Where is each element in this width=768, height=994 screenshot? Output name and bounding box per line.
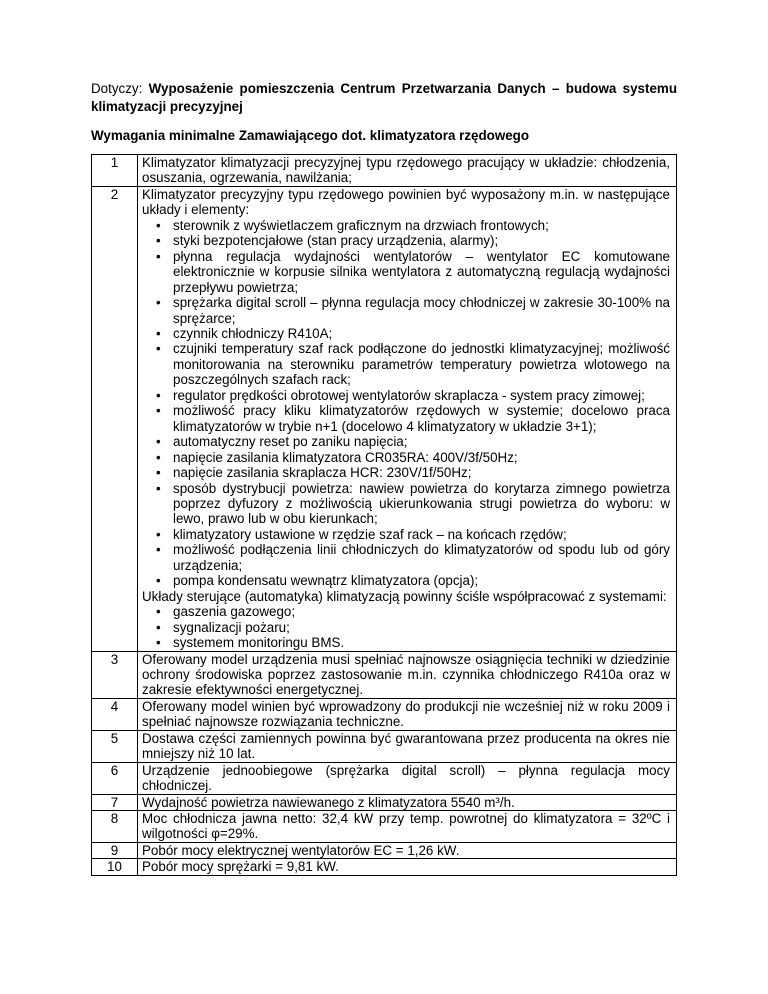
row-number: 9 — [92, 842, 138, 858]
row-text: Oferowany model urządzenia musi spełniać najnowsze osiągnięcia techniki w dziedzinie ochrony środowiska poprzez zastosowanie m.in. czynnika chłodniczego R410a oraz w zakresie efektywności energetycznej. — [138, 651, 677, 698]
list-item: • możliwość pracy kliku klimatyzatorów rzędowych w systemie; docelowo praca klimatyzatorów w trybie n+1 (docelowo 4 klimatyzatory w układzie 3+1); — [142, 403, 670, 434]
list-item: • napięcie zasilania skraplacza HCR: 230V/1f/50Hz; — [142, 465, 670, 480]
bullet-list — [142, 218, 670, 589]
list-item: • pompa kondensatu wewnątrz klimatyzatora (opcja); — [142, 573, 670, 588]
row-text: Dostawa części zamiennych powinna być gwarantowana przez producenta na okres nie mniejszy niż 10 lat. — [138, 730, 677, 762]
row-intro-2: Układy sterujące (automatyka) klimatyzacją powinny ściśle współpracować z systemami: — [142, 588, 667, 604]
row-number: 7 — [92, 794, 138, 810]
list-item: • czujniki temperatury szaf rack podłączone do jednostki klimatyzacyjnej; możliwość monitorowania na sterowniku parametrów temperatury powietrza wlotowego na poszczególnych szafach rack; — [142, 341, 670, 387]
list-item: • automatyczny reset po zaniku napięcia; — [142, 434, 670, 449]
table-row — [92, 859, 677, 875]
row-text: Moc chłodnicza jawna netto: 32,4 kW przy temp. powrotnej do klimatyzatora = 32ºC i wilgotności φ=29%. — [138, 811, 677, 843]
table-row — [92, 186, 677, 651]
table-row — [92, 730, 677, 762]
list-item: • sprężarka digital scroll – płynna regulacja mocy chłodniczej w zakresie 30-100% na sprężarce; — [142, 295, 670, 326]
list-item: • płynna regulacja wydajności wentylatorów – wentylator EC komutowane elektronicznie w korpusie silnika wentylatora z automatyczną regulacją wydajności przepływu powietrza; — [142, 249, 670, 295]
subject-title: Wyposażenie pomieszczenia Centrum Przetwarzania Danych – budowa systemu klimatyzacji precyzyjnej — [91, 81, 677, 114]
row-text: Urządzenie jednoobiegowe (sprężarka digital scroll) – płynna regulacja mocy chłodniczej. — [138, 762, 677, 794]
row-number: 5 — [92, 730, 138, 762]
row-number: 2 — [92, 186, 138, 651]
row-text: Pobór mocy sprężarki = 9,81 kW. — [138, 859, 677, 875]
row-number: 10 — [92, 859, 138, 875]
subject-prefix: Dotyczy: — [91, 81, 149, 96]
row-number: 3 — [92, 651, 138, 698]
section-heading: Wymagania minimalne Zamawiającego dot. klimatyzatora rzędowego — [91, 128, 530, 143]
row-text: Pobór mocy elektrycznej wentylatorów EC = 1,26 kW. — [138, 842, 677, 858]
row-number: 4 — [92, 698, 138, 730]
table-row — [92, 811, 677, 843]
row-text — [138, 186, 677, 651]
row-number: 8 — [92, 811, 138, 843]
list-item: • sposób dystrybucji powietrza: nawiew powietrza do korytarza zimnego powietrza poprzez dyfuzory z możliwością ukierunkowania strugi powietrza do wyboru: w lewo, prawo lub w obu kierunkach; — [142, 481, 670, 527]
row-number: 1 — [92, 155, 138, 187]
list-item: • styki bezpotencjałowe (stan pracy urządzenia, alarmy); — [142, 233, 670, 248]
list-item: • systemem monitoringu BMS. — [142, 635, 670, 650]
table-row — [92, 698, 677, 730]
list-item: • napięcie zasilania klimatyzatora CR035RA: 400V/3f/50Hz; — [142, 450, 670, 465]
row-number: 6 — [92, 762, 138, 794]
list-item: • sterownik z wyświetlaczem graficznym na drzwiach frontowych; — [142, 218, 670, 233]
requirements-table — [91, 154, 677, 876]
list-item: • czynnik chłodniczy R410A; — [142, 326, 670, 341]
list-item: • gaszenia gazowego; — [142, 604, 670, 619]
row-intro: Klimatyzator precyzyjny typu rzędowego powinien być wyposażony m.in. w następujące układy i elementy: — [142, 186, 670, 218]
table-row — [92, 794, 677, 810]
list-item: • możliwość podłączenia linii chłodniczych do klimatyzatorów od spodu lub od góry urządzenia; — [142, 542, 670, 573]
table-row — [92, 155, 677, 187]
row-text: Oferowany model winien być wprowadzony do produkcji nie wcześniej niż w roku 2009 i spełniać najnowsze rozwiązania techniczne. — [138, 698, 677, 730]
table-row — [92, 762, 677, 794]
list-item: • regulator prędkości obrotowej wentylatorów skraplacza - system pracy zimowej; — [142, 388, 670, 403]
subject-line — [91, 80, 677, 115]
table-row — [92, 842, 677, 858]
row-text: Klimatyzator klimatyzacji precyzyjnej typu rzędowego pracujący w układzie: chłodzenia, osuszania, ogrzewania, nawilżania; — [138, 155, 677, 187]
list-item: • klimatyzatory ustawione w rzędzie szaf rack – na końcach rzędów; — [142, 527, 670, 542]
table-row — [92, 651, 677, 698]
row-text: Wydajność powietrza nawiewanego z klimatyzatora 5540 m³/h. — [138, 794, 677, 810]
bullet-list-2 — [142, 604, 670, 650]
list-item: • sygnalizacji pożaru; — [142, 620, 670, 635]
